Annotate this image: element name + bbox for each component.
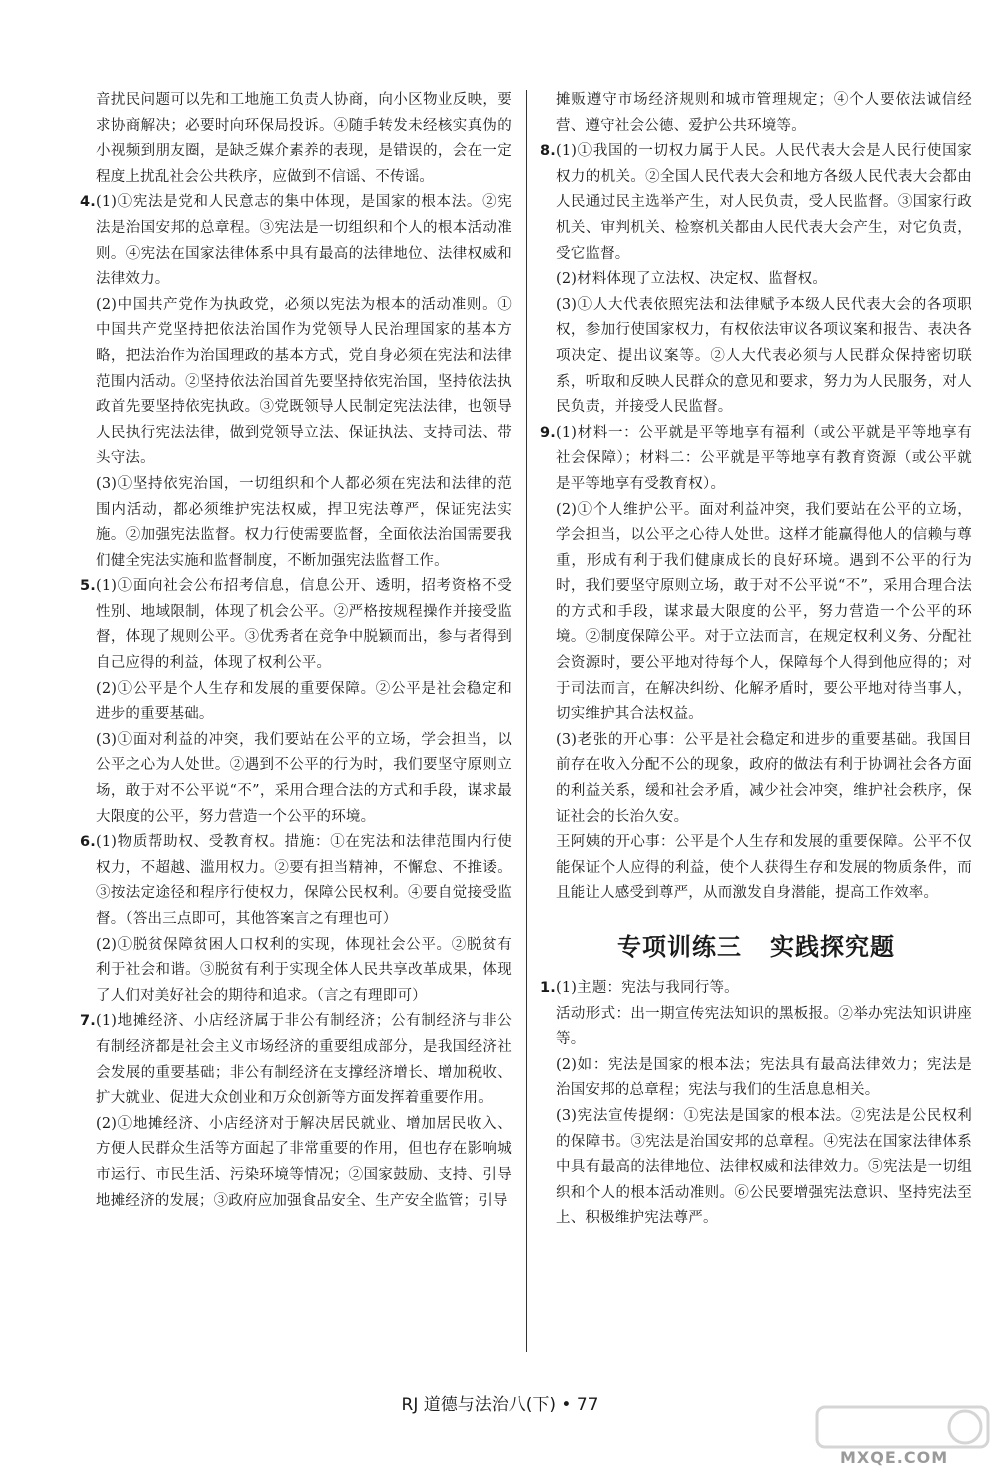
answer-text: (1)物质帮助权、受教育权。措施：①在宪法和法律范围内行使权力，不超越、滥用权力。②要有担当精神，不懈怠、不推诿。③按法定途径和程序行使权力，保障公民权利。④要自觉接受监督。（答出三点即可，其他答案言之有理也可） <box>96 834 512 927</box>
answer-paragraph <box>80 88 512 190</box>
answer-paragraph <box>540 1002 972 1053</box>
answer-text: (2)①脱贫保障贫困人口权利的实现，体现社会公平。②脱贫有利于社会和谐。③脱贫有利于实现全体人民共享改革成果，体现了人们对美好社会的期待和追求。（言之有理即可） <box>96 936 512 1004</box>
question-number: 1. <box>540 980 556 996</box>
answer-text: (2)中国共产党作为执政党，必须以宪法为根本的活动准则。①中国共产党坚持把依法治国作为党领导人民治理国家的基本方略，把法治作为治国理政的基本方式，党自身必须在宪法和法律范围内活动。②坚持依法治国首先要坚持依宪治国，坚持依法执政首先要坚持依宪执政。③党既领导人民制定宪法法律，也领导人民执行宪法法律，做到党领导立法、保证执法、支持司法、带头守法。 <box>96 296 512 467</box>
answer-text: (3)①面对利益的冲突，我们要站在公平的立场，学会担当，以公平之心为人处世。②遇到不公平的行为时，我们要坚守原则立场，敢于对不公平说“不”，采用合理合法的方式和手段，谋求最大限度的公平，努力营造一个公平的环境。 <box>96 731 512 825</box>
question-number: 8. <box>540 143 556 160</box>
answer-text: (2)如：宪法是国家的根本法；宪法具有最高法律效力；宪法是治国安邦的总章程；宪法与我们的生活息息相关。 <box>556 1056 972 1099</box>
right-column <box>540 88 972 1232</box>
question-number: 9. <box>540 424 556 441</box>
watermark-text: MXQE.COM <box>840 1448 949 1467</box>
answer-paragraph <box>540 1053 972 1104</box>
section-title-part1: 专项训练三 <box>617 933 742 961</box>
answer-text: (3)老张的开心事：公平是社会稳定和进步的重要基础。我国目前存在收入分配不公的现象，政府的做法有利于协调社会各方面的利益关系，缓和社会矛盾，减少社会冲突，维护社会秩序，保证社会的长治久安。 <box>556 731 972 825</box>
question-number: 5. <box>80 578 96 595</box>
answer-paragraph <box>540 421 972 498</box>
answer-text: 活动形式：出一期宣传宪法知识的黑板报。②举办宪法知识讲座等。 <box>556 1005 972 1048</box>
answer-paragraph <box>540 293 972 421</box>
answer-text: (3)①人大代表依照宪法和法律赋予本级人民代表大会的各项职权，参加行使国家权力，有权依法审议各项议案和报告、表决各项决定、提出议案等。②人大代表必须与人民群众保持密切联系，听取和反映人民群众的意见和要求，努力为人民服务，对人民负责，并接受人民监督。 <box>556 296 972 416</box>
answer-paragraph <box>540 728 972 830</box>
answer-paragraph <box>540 139 972 267</box>
answer-paragraph <box>80 830 512 932</box>
answer-text: (2)材料体现了立法权、决定权、监督权。 <box>556 271 828 288</box>
answer-paragraph <box>80 728 512 830</box>
answer-paragraph <box>540 267 972 293</box>
page-footer: RJ 道德与法治八(下) • 77 <box>401 1395 599 1415</box>
answer-paragraph <box>540 830 972 907</box>
answer-text: (2)①公平是个人生存和发展的重要保障。②公平是社会稳定和进步的重要基础。 <box>96 680 512 723</box>
question-number: 6. <box>80 834 96 851</box>
answer-text: (3)宪法宣传提纲：①宪法是国家的根本法。②宪法是公民权利的保障书。③宪法是治国安邦的总章程。④宪法在国家法律体系中具有最高的法律地位、法律权威和法律效力。⑤宪法是一切组织和个人的根本活动准则。⑥公民要增强宪法意识、坚持宪法至上、积极维护宪法尊严。 <box>556 1107 972 1227</box>
answer-text: 摊贩遵守市场经济规则和城市管理规定；④个人要依法诚信经营、遵守社会公德、爱护公共环境等。 <box>556 92 972 134</box>
answer-text: (1)主题：宪法与我同行等。 <box>556 980 739 996</box>
answer-paragraph <box>80 1112 512 1214</box>
answer-text: (1)地摊经济、小店经济属于非公有制经济；公有制经济与非公有制经济都是社会主义市场经济的重要组成部分，是我国经济社会发展的重要基础；非公有制经济在支撑经济增长、增加税收、扩大就业、促进大众创业和万众创新等方面发挥着重要作用。 <box>96 1013 512 1107</box>
answer-text: 音扰民问题可以先和工地施工负责人协商，向小区物业反映，要求协商解决；必要时向环保局投诉。④随手转发未经核实真伪的小视频到朋友圈，是缺乏媒介素养的表现，是错误的，会在一定程度上扰乱社会公共秩序，应做到不信谣、不传谣。 <box>96 92 512 185</box>
answer-paragraph <box>80 933 512 1010</box>
answer-paragraph <box>80 190 512 292</box>
left-column <box>80 88 512 1214</box>
question-number: 7. <box>80 1013 96 1030</box>
column-divider <box>526 90 527 1352</box>
answer-paragraph <box>540 976 972 1002</box>
answer-text: 王阿姨的开心事：公平是个人生存和发展的重要保障。公平不仅能保证个人应得的利益，使个人获得生存和发展的物质条件，而且能让人感受到尊严，从而激发自身潜能，提高工作效率。 <box>556 834 972 902</box>
answer-text: (3)①坚持依宪治国，一切组织和个人都必须在宪法和法律的范围内活动，都必须维护宪法权威，捍卫宪法尊严，保证宪法实施。②加强宪法监督。权力行使需要监督，全面依法治国需要我们健全宪法实施和监督制度，不断加强宪法监督工作。 <box>96 475 512 569</box>
answer-paragraph <box>80 293 512 472</box>
answer-text: (1)材料一：公平就是平等地享有福利（或公平就是平等地享有社会保障）；材料二：公平就是平等地享有教育资源（或公平就是平等地享有受教育权）。 <box>556 424 972 492</box>
answer-text: (1)①我国的一切权力属于人民。人民代表大会是人民行使国家权力的机关。②全国人民代表大会和地方各级人民代表大会都由人民通过民主选举产生，对人民负责，受人民监督。③国家行政机关、审判机关、检察机关都由人民代表大会产生，对它负责，受它监督。 <box>556 143 972 262</box>
answer-paragraph <box>540 88 972 139</box>
section-title-part2: 实践探究题 <box>770 933 895 961</box>
answer-paragraph <box>540 1104 972 1232</box>
answer-text: (1)①面向社会公布招考信息，信息公开、透明，招考资格不受性别、地域限制，体现了机会公平。②严格按规程操作并接受监督，体现了规则公平。③优秀者在竞争中脱颖而出，参与者得到自己应得的利益，体现了权利公平。 <box>96 578 512 672</box>
answer-text: (2)①个人维护公平。面对利益冲突，我们要站在公平的立场，学会担当，以公平之心待人处世。这样才能赢得他人的信赖与尊重，形成有利于我们健康成长的良好环境。遇到不公平的行为时，我们要坚守原则立场，敢于对不公平说“不”，采用合理合法的方式和手段，谋求最大限度的公平，努力营造一个公平的环境。②制度保障公平。对于立法而言，在规定权利义务、分配社会资源时，要公平地对待每个人，保障每个人得到他应得的；对于司法而言，在解决纠纷、化解矛盾时，要公平地对待当事人，切实维护其合法权益。 <box>556 501 972 723</box>
answer-paragraph <box>80 677 512 728</box>
answer-paragraph <box>80 472 512 574</box>
answer-paragraph <box>80 574 512 676</box>
answer-paragraph <box>80 1009 512 1111</box>
section-title <box>540 927 972 962</box>
answer-paragraph <box>540 498 972 728</box>
answer-text: (1)①宪法是党和人民意志的集中体现，是国家的根本法。②宪法是治国安邦的总章程。③宪法是一切组织和个人的根本活动准则。④宪法在国家法律体系中具有最高的法律地位、法律权威和法律效力。 <box>96 194 512 288</box>
question-number: 4. <box>80 194 96 211</box>
answer-text: (2)①地摊经济、小店经济对于解决居民就业、增加居民收入、方便人民群众生活等方面起了非常重要的作用，但也存在影响城市运行、市民生活、污染环境等情况；②国家鼓励、支持、引导地摊经济的发展；③政府应加强食品安全、生产安全监管；引导 <box>96 1115 512 1209</box>
